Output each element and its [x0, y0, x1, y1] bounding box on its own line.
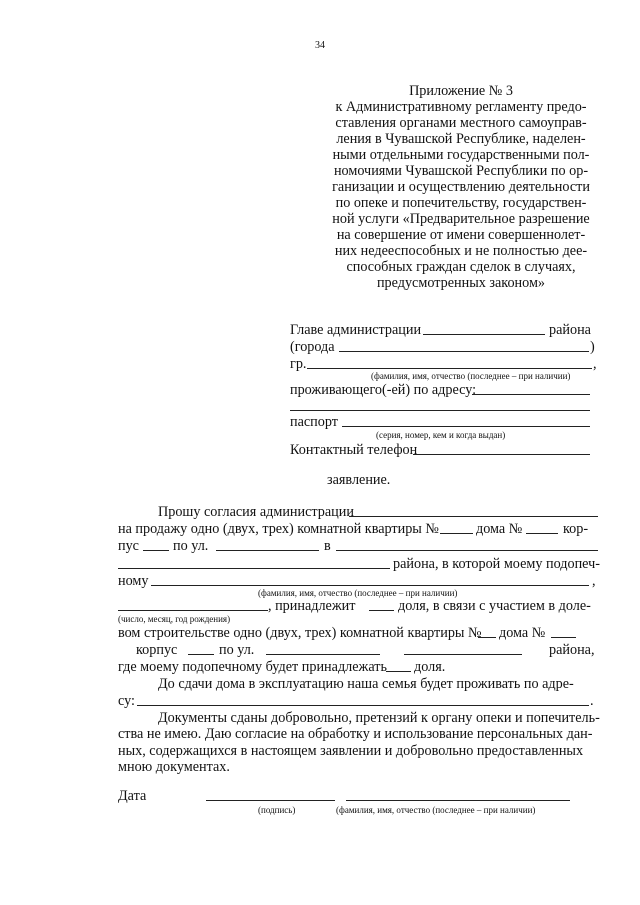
- body-line: где моему подопечному будет принадлежать: [118, 659, 387, 675]
- citizen-label: гр.: [290, 356, 307, 372]
- body-line: вом строительстве одно (двух, трех) комнатной квартиры №: [118, 625, 482, 641]
- appendix-line: ставления органами местного самоуправ-: [335, 115, 587, 131]
- appendix-line: по опеке и попечительству, государствен-: [335, 195, 587, 211]
- address-field[interactable]: [472, 394, 590, 395]
- body-line: ных, содержащихся в настоящем заявлении и добровольно предоставленных: [118, 743, 584, 759]
- street-field[interactable]: [216, 550, 319, 551]
- street-field-2[interactable]: [266, 654, 380, 655]
- administration-field[interactable]: [349, 516, 598, 517]
- fio-hint: (фамилия, имя, отчество (последнее – при наличии): [336, 805, 536, 815]
- body-line: , принадлежит: [268, 598, 356, 614]
- district-label: района: [549, 322, 591, 338]
- residence-address-field[interactable]: [137, 705, 589, 706]
- body-line: корпус: [136, 642, 178, 658]
- appendix-line: ными отдельными государственными пол-: [332, 147, 590, 163]
- body-line: пус: [118, 538, 139, 554]
- ward-name-field[interactable]: [151, 585, 589, 586]
- building-field-2[interactable]: [188, 654, 214, 655]
- location-field[interactable]: [336, 550, 598, 551]
- statement-title: заявление.: [327, 472, 391, 488]
- passport-hint: (серия, номер, кем и когда выдан): [376, 430, 506, 440]
- signature-name-field[interactable]: [346, 800, 570, 801]
- phone-field[interactable]: [413, 454, 590, 455]
- body-line: Документы сданы добровольно, претензий к органу опеки и попечитель-: [158, 710, 600, 726]
- body-line: До сдачи дома в эксплуатацию наша семья будет проживать по адре-: [158, 676, 574, 692]
- district-field-2[interactable]: [118, 568, 390, 569]
- future-share-field[interactable]: [386, 671, 411, 672]
- body-line: по ул.: [219, 642, 255, 658]
- page-number: 34: [315, 40, 325, 51]
- appendix-line: предусмотренных законом»: [376, 275, 546, 291]
- passport-label: паспорт: [290, 414, 338, 430]
- appendix-line: ления в Чувашской Республике, наделен-: [336, 131, 586, 147]
- fio-hint: (фамилия, имя, отчество (последнее – при наличии): [371, 371, 571, 381]
- body-line: района, в которой моему подопеч-: [393, 556, 600, 572]
- district-field[interactable]: [423, 334, 545, 335]
- building-field[interactable]: [143, 550, 169, 551]
- share-field[interactable]: [369, 610, 394, 611]
- fio-hint: (фамилия, имя, отчество (последнее – при наличии): [258, 588, 458, 598]
- dob-hint: (число, месяц, год рождения): [118, 614, 231, 624]
- body-line: доля.: [414, 659, 446, 675]
- address-field-2[interactable]: [290, 410, 590, 411]
- signature-field[interactable]: [206, 800, 335, 801]
- body-line: доля, в связи с участием в доле-: [398, 598, 591, 614]
- body-line: .: [590, 693, 594, 709]
- city-close: ): [590, 339, 595, 355]
- appendix-line: номочиями Чувашской Республики по ор-: [333, 163, 589, 179]
- body-line: ному: [118, 573, 149, 589]
- body-line: района,: [549, 642, 595, 658]
- body-line: в: [324, 538, 331, 554]
- appendix-line: ганизации и осуществлению деятельности: [332, 179, 590, 195]
- appendix-title: Приложение № 3: [409, 83, 513, 99]
- body-line: ства не имею. Даю согласие на обработку и использование персональных дан-: [118, 726, 593, 742]
- passport-field[interactable]: [342, 426, 590, 427]
- date-label: Дата: [118, 788, 147, 804]
- phone-label: Контактный телефон: [290, 442, 418, 458]
- appendix-line: способных граждан сделок в случаях,: [346, 259, 576, 275]
- city-field[interactable]: [339, 351, 589, 352]
- apartment-number-field-2[interactable]: [478, 637, 496, 638]
- body-line: дома №: [499, 625, 546, 641]
- apartment-number-field[interactable]: [440, 533, 473, 534]
- appendix-line: на совершение от имени совершеннолет-: [336, 227, 586, 243]
- body-line: мною документах.: [118, 759, 230, 775]
- house-number-field-2[interactable]: [551, 637, 576, 638]
- citizen-name-field[interactable]: [307, 368, 592, 369]
- body-line: на продажу одно (двух, трех) комнатной квартиры №: [118, 521, 439, 537]
- body-line: по ул.: [173, 538, 209, 554]
- body-line: дома №: [476, 521, 523, 537]
- sign-hint: (подпись): [258, 805, 296, 815]
- appendix-line: к Административному регламенту предо-: [335, 99, 587, 115]
- body-line: Прошу согласия администрации: [158, 504, 354, 520]
- comma: ,: [592, 573, 596, 589]
- comma: ,: [593, 356, 597, 372]
- address-label: проживающего(-ей) по адресу:: [290, 382, 477, 398]
- body-line: кор-: [563, 521, 589, 537]
- appendix-line: них недееспособных и не полностью дее-: [334, 243, 588, 259]
- house-number-field[interactable]: [526, 533, 558, 534]
- district-field-3[interactable]: [404, 654, 522, 655]
- birth-date-field[interactable]: [118, 610, 268, 611]
- city-label: (города: [290, 339, 335, 355]
- to-head-label: Главе администрации: [290, 322, 422, 338]
- body-line: су:: [118, 693, 135, 709]
- appendix-line: ной услуги «Предварительное разрешение: [332, 211, 590, 227]
